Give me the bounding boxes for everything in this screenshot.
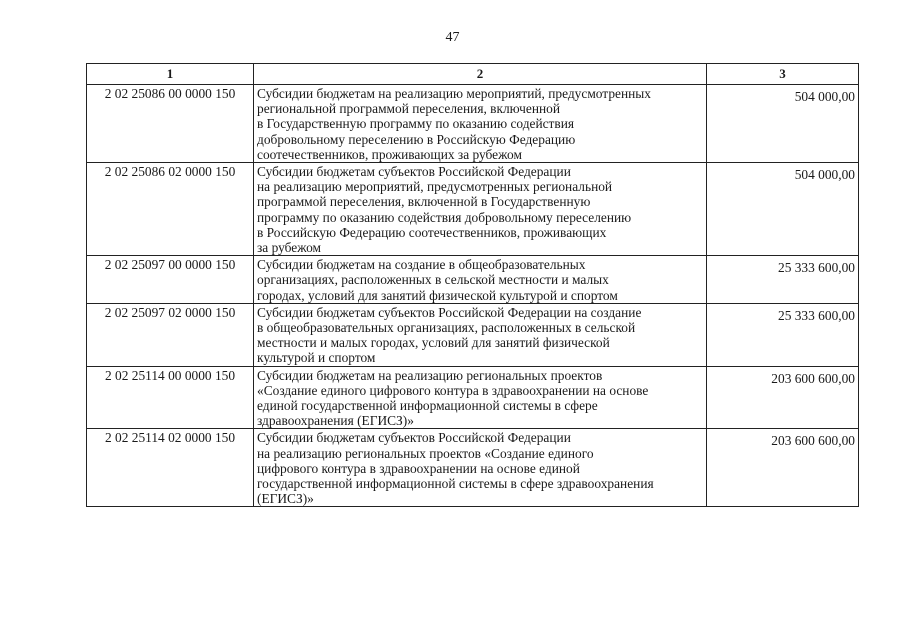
description-line: (ЕГИСЗ)» [257,491,314,507]
description-line: государственной информационной системы в сфере здравоохранения [257,476,654,492]
cell-budget-code: 2 02 25114 00 0000 150 [87,366,254,429]
cell-budget-code: 2 02 25114 02 0000 150 [87,429,254,507]
cell-description [254,256,707,304]
table-row [87,366,859,429]
description-line: Субсидии бюджетам субъектов Российской Федерации на создание [257,304,642,320]
table-row [87,163,859,256]
cell-amount: 504 000,00 [707,163,859,256]
description-line: Субсидии бюджетам на реализацию мероприятий, предусмотренных [257,86,651,101]
table-row [87,303,859,366]
description-line: Субсидии бюджетам субъектов Российской Федерации [257,164,571,180]
table-body [87,85,859,507]
cell-amount: 203 600 600,00 [707,429,859,507]
description-line: добровольному переселению в Российскую Федерацию [257,131,576,147]
cell-description [254,163,707,256]
header-col-code: 1 [87,64,254,85]
cell-description [254,85,707,163]
header-row [87,64,859,85]
cell-budget-code: 2 02 25086 00 0000 150 [87,85,254,163]
description-line: в общеобразовательных организациях, расположенных в сельской [257,320,636,336]
cell-amount: 504 000,00 [707,85,859,163]
cell-description [254,366,707,429]
header-col-amount: 3 [707,64,859,85]
cell-description [254,429,707,507]
description-line: на реализацию региональных проектов «Создание единого [257,445,594,461]
cell-amount: 25 333 600,00 [707,303,859,366]
description-line: культурой и спортом [257,350,376,366]
description-line: программой переселения, включенной в Государственную [257,194,591,210]
cell-budget-code: 2 02 25097 00 0000 150 [87,256,254,304]
description-line: организациях, расположенных в сельской местности и малых [257,272,609,288]
description-line: городах, условий для занятий физической культурой и спортом [257,287,618,303]
description-line: за рубежом [257,240,322,256]
description-line: в Государственную программу по оказанию содействия [257,116,575,132]
description-line: Субсидии бюджетам на реализацию региональных проектов [257,367,603,383]
cell-amount: 25 333 600,00 [707,256,859,304]
table-row [87,85,859,163]
description-line: местности и малых городах, условий для занятий физической [257,335,610,351]
table-row [87,256,859,304]
description-line: Субсидии бюджетам субъектов Российской Федерации [257,430,571,446]
table-row [87,429,859,507]
description-line: в Российскую Федерацию соотечественников, проживающих [257,224,607,240]
description-line: программу по оказанию содействия добровольному переселению [257,209,632,225]
description-line: Субсидии бюджетам на создание в общеобразовательных [257,257,586,273]
cell-budget-code: 2 02 25086 02 0000 150 [87,163,254,256]
table-header [87,64,859,85]
description-line: региональной программой переселения, включенной [257,101,561,117]
description-line: на реализацию мероприятий, предусмотренных региональной [257,179,613,195]
cell-description [254,303,707,366]
budget-table [86,63,859,507]
description-line: здравоохранения (ЕГИСЗ)» [257,413,414,429]
header-col-name: 2 [254,64,707,85]
cell-budget-code: 2 02 25097 02 0000 150 [87,303,254,366]
description-line: «Создание единого цифрового контура в здравоохранении на основе [257,382,649,398]
cell-amount: 203 600 600,00 [707,366,859,429]
description-line: единой государственной информационной системы в сфере [257,398,598,414]
page-number: 47 [445,30,460,45]
description-line: цифрового контура в здравоохранении на основе единой [257,460,580,476]
description-line: соотечественников, проживающих за рубежом [257,146,522,162]
